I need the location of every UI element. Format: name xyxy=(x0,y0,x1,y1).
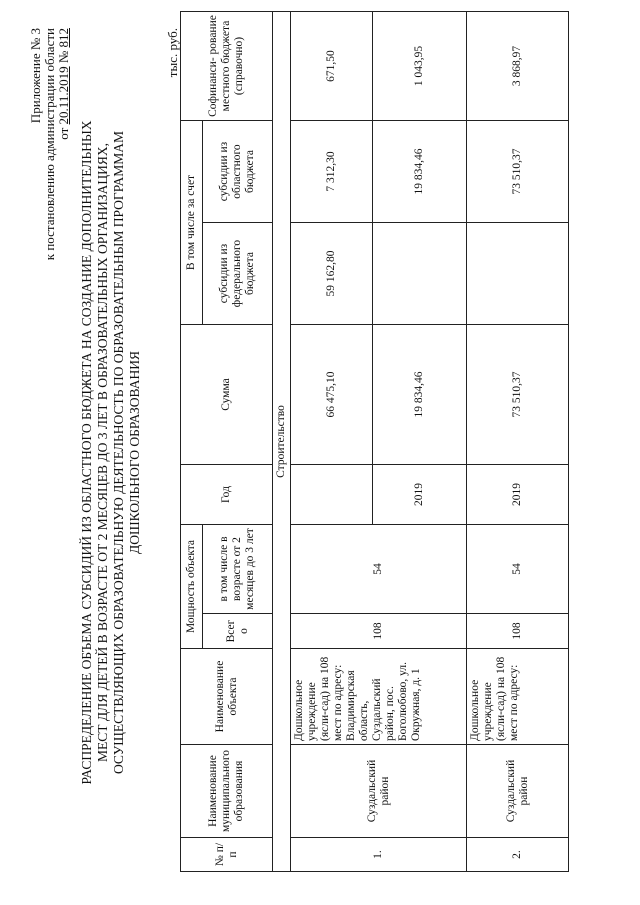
row-total: 108 xyxy=(467,614,569,649)
header-total: Всег о xyxy=(203,614,273,649)
document-title-line-4: ДОШКОЛЬНОГО ОБРАЗОВАНИЯ xyxy=(127,351,142,554)
header-regional: субсидии из областного бюджета xyxy=(203,121,273,223)
document-title-line-2: МЕСТ ДЛЯ ДЕТЕЙ В ВОЗРАСТЕ ОТ 2 МЕСЯЦЕВ ДО 3 ЛЕТ В ОБРАЗОВАТЕЛЬНЫХ ОРГАНИЗАЦИЯХ, xyxy=(95,142,110,763)
header-row-1 xyxy=(181,12,203,872)
row-sum: 19 834,46 xyxy=(373,325,467,465)
row-under3: 54 xyxy=(467,525,569,614)
row-local: 3 868,97 xyxy=(467,12,569,121)
appendix-date: 20.11.2019 xyxy=(56,66,71,125)
document-title-line-3: ОСУЩЕСТВЛЯЮЩИХ ОБРАЗОВАТЕЛЬНУЮ ДЕЯТЕЛЬНОСТЬ ПО ОБРАЗОВАТЕЛЬНЫМ ПРОГРАММАМ xyxy=(111,130,126,775)
header-local: Софинанси- рование местного бюджета (справочно) xyxy=(181,12,273,121)
row-regional: 73 510,37 xyxy=(467,121,569,223)
row-local: 671,50 xyxy=(291,12,373,121)
header-sum: Сумма xyxy=(181,325,273,465)
row-year: 2019 xyxy=(373,465,467,525)
appendix-date-prefix: от xyxy=(56,127,71,140)
row-num: 2. xyxy=(467,838,569,872)
units-label: тыс. руб. xyxy=(165,28,180,78)
header-year: Год xyxy=(181,465,273,525)
row-object: Дошкольное учреждение (ясли-сад) на 108 мест по адресу: Владимирская область, Суздальский район, пос. Боголюбово, ул. Окружная, д. 1 xyxy=(291,649,467,745)
header-object: Наименование объекта xyxy=(181,649,273,745)
row-regional: 7 312,30 xyxy=(291,121,373,223)
header-municipality: Наименование муниципального образования xyxy=(181,745,273,838)
header-under3: в том числе в возрасте от 2 месяцев до 3 лет xyxy=(203,525,273,614)
row-sum: 66 475,10 xyxy=(291,325,373,465)
document-title-line-1: РАСПРЕДЕЛЕНИЕ ОБЪЕМА СУБСИДИЙ ИЗ ОБЛАСТНОГО БЮДЖЕТА НА СОЗДАНИЕ ДОПОЛНИТЕЛЬНЫХ xyxy=(79,120,94,785)
appendix-number: 812 xyxy=(56,28,71,48)
row-federal xyxy=(373,223,467,325)
header-federal: субсидии из федерального бюджета xyxy=(203,223,273,325)
header-incl: В том числе за счет xyxy=(181,121,203,325)
row-under3: 54 xyxy=(291,525,467,614)
row-federal xyxy=(467,223,569,325)
appendix-number-label: № xyxy=(56,50,71,64)
subsidy-table xyxy=(180,11,569,872)
row-object: Дошкольное учреждение (ясли-сад) на 108 мест по адресу: xyxy=(467,649,569,745)
row-municipality: Суздальский район xyxy=(467,745,569,838)
appendix-heading: Приложение № 3 xyxy=(28,28,43,124)
table-row xyxy=(467,12,569,872)
table-row xyxy=(291,12,373,872)
row-year xyxy=(291,465,373,525)
header-capacity: Мощность объекта xyxy=(181,525,203,649)
header-num: № п/п xyxy=(181,838,273,872)
section-row xyxy=(273,12,291,872)
row-year: 2019 xyxy=(467,465,569,525)
row-local: 1 043,95 xyxy=(373,12,467,121)
row-regional: 19 834,46 xyxy=(373,121,467,223)
section-construction: Строительство xyxy=(273,12,291,872)
row-num: 1. xyxy=(291,838,467,872)
row-total: 108 xyxy=(291,614,467,649)
row-sum: 73 510,37 xyxy=(467,325,569,465)
appendix-subheading: к постановлению администрации области xyxy=(42,28,57,261)
row-federal: 59 162,80 xyxy=(291,223,373,325)
appendix-date-number xyxy=(57,0,71,905)
row-municipality: Суздальский район xyxy=(291,745,467,838)
